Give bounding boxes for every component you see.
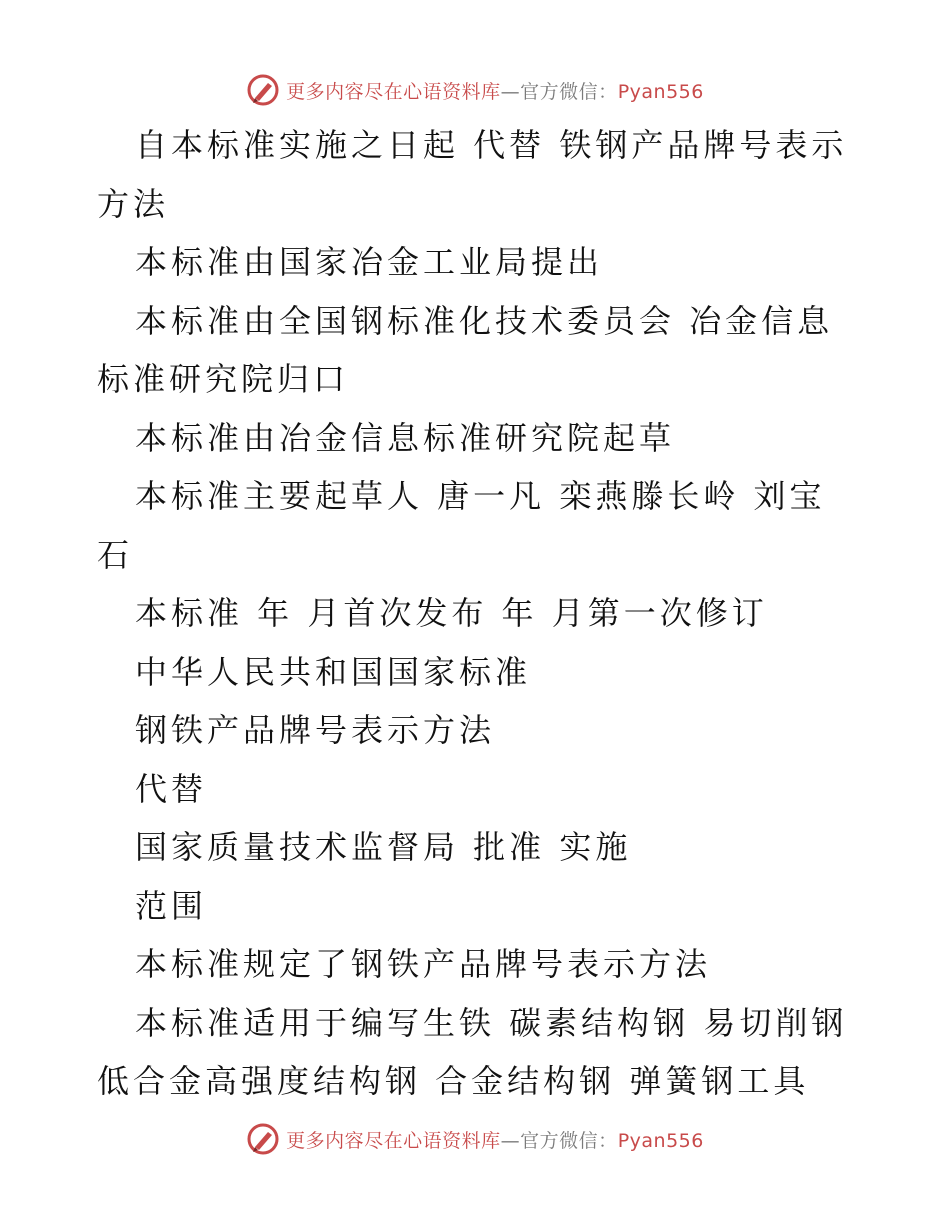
paragraph: 本标准由国家冶金工业局提出 xyxy=(135,243,604,281)
paragraph: 中华人民共和国国家标准 xyxy=(135,652,532,691)
pen-logo-icon xyxy=(246,1122,280,1156)
paragraph: 钢铁产品牌号表示方法 xyxy=(135,711,496,749)
paragraph: 本标准适用于编写生铁 碳素结构钢 易切削钢 低合金高强度结构钢 合金结构钢 弹簧钢工具 xyxy=(97,1003,862,1100)
watermark-text: 更多内容尽在心语资料库—官方微信：Pyan556 xyxy=(286,80,704,103)
watermark-text: 更多内容尽在心语资料库—官方微信：Pyan556 xyxy=(286,1129,704,1152)
paragraph: 自本标准实施之日起 代替 铁钢产品牌号表示方法 xyxy=(97,126,848,223)
paragraph: 代替 xyxy=(135,769,208,808)
document-body xyxy=(97,116,862,1111)
paragraph: 本标准主要起草人 唐一凡 栾燕滕长岭 刘宝石 xyxy=(97,477,826,574)
pen-logo-icon xyxy=(246,73,280,107)
paragraph: 本标准 年 月首次发布 年 月第一次修订 xyxy=(135,594,768,632)
paragraph: 本标准由冶金信息标准研究院起草 xyxy=(135,418,676,457)
paragraph: 范围 xyxy=(135,886,208,925)
paragraph: 国家质量技术监督局 批准 实施 xyxy=(135,828,632,866)
paragraph: 本标准规定了钢铁产品牌号表示方法 xyxy=(135,945,712,983)
paragraph: 本标准由全国钢标准化技术委员会 冶金信息标准研究院归口 xyxy=(97,301,834,398)
footer-watermark xyxy=(0,1122,950,1156)
header-watermark xyxy=(0,73,950,107)
